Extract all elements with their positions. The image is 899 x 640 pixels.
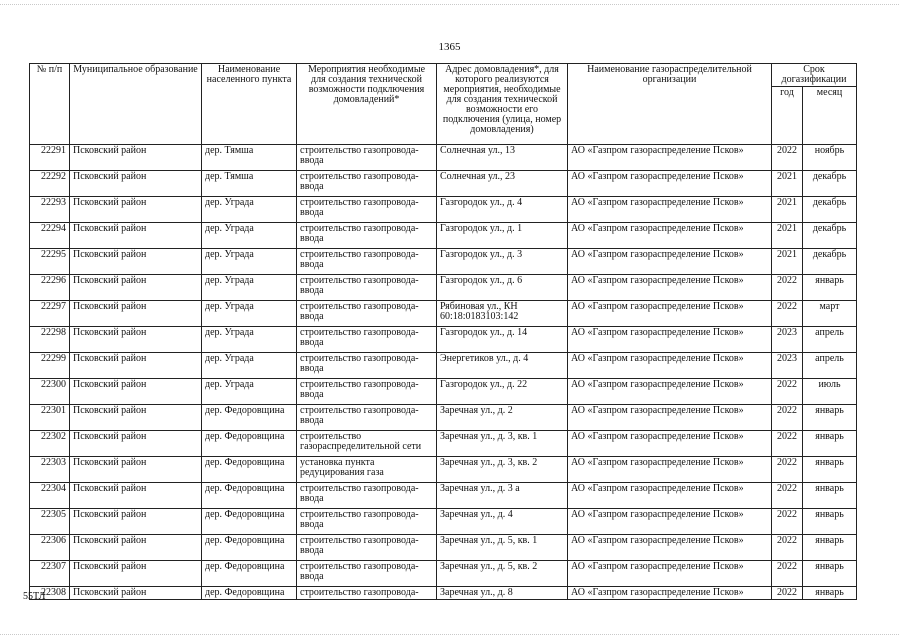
cell-municipality: Псковский район [70,145,202,171]
cell-locality: дер. Федоровщина [202,457,297,483]
table-row [30,171,857,197]
cell-organization: АО «Газпром газораспределение Псков» [568,275,772,301]
table-row [30,483,857,509]
header-measures: Мероприятия необходимые для создания технической возможности подключения домовладений* [297,64,437,145]
cell-num: 22298 [30,327,70,353]
cell-year: 2021 [772,171,803,197]
cell-measure: строительство газопровода- [297,587,437,600]
cell-municipality: Псковский район [70,535,202,561]
table-row [30,249,857,275]
cell-num: 22299 [30,353,70,379]
table-row [30,379,857,405]
cell-measure: строительство газопровода-ввода [297,353,437,379]
cell-num: 22293 [30,197,70,223]
cell-measure: строительство газопровода-ввода [297,197,437,223]
cell-address: Заречная ул., д. 5, кв. 1 [437,535,568,561]
cell-measure: строительство газопровода-ввода [297,275,437,301]
table-row [30,535,857,561]
cell-year: 2022 [772,535,803,561]
cell-measure: строительство газопровода-ввода [297,405,437,431]
cell-locality: дер. Федоровщина [202,561,297,587]
cell-num: 22295 [30,249,70,275]
cell-organization: АО «Газпром газораспределение Псков» [568,405,772,431]
header-locality: Наименование населенного пункта [202,64,297,145]
cell-month: январь [803,535,857,561]
cell-locality: дер. Федоровщина [202,431,297,457]
cell-municipality: Псковский район [70,379,202,405]
header-month: месяц [803,87,857,145]
cell-organization: АО «Газпром газораспределение Псков» [568,587,772,600]
cell-month: ноябрь [803,145,857,171]
cell-address: Газгородок ул., д. 1 [437,223,568,249]
cell-organization: АО «Газпром газораспределение Псков» [568,249,772,275]
cell-locality: дер. Уграда [202,353,297,379]
cell-num: 22303 [30,457,70,483]
table-body [30,145,857,600]
cell-address: Заречная ул., д. 4 [437,509,568,535]
gasification-table [29,63,857,600]
cell-year: 2022 [772,431,803,457]
cell-year: 2022 [772,483,803,509]
cell-address: Газгородок ул., д. 22 [437,379,568,405]
cell-address: Солнечная ул., 13 [437,145,568,171]
cell-municipality: Псковский район [70,327,202,353]
cell-municipality: Псковский район [70,275,202,301]
cell-month: январь [803,431,857,457]
table-row [30,353,857,379]
table-row [30,457,857,483]
cell-organization: АО «Газпром газораспределение Псков» [568,535,772,561]
cell-measure: строительство газопровода-ввода [297,561,437,587]
table-row [30,431,857,457]
cell-locality: дер. Уграда [202,249,297,275]
cell-locality: дер. Уграда [202,197,297,223]
cell-month: апрель [803,327,857,353]
cell-month: январь [803,509,857,535]
cell-measure: строительство газопровода-ввода [297,327,437,353]
cell-num: 22304 [30,483,70,509]
cell-num: 22297 [30,301,70,327]
header-address: Адрес домовладения*, для которого реализуются мероприятия, необходимые для создания технической возможности его подключения (улица, номер домовладения) [437,64,568,145]
cell-municipality: Псковский район [70,587,202,600]
cell-month: декабрь [803,249,857,275]
cell-address: Заречная ул., д. 2 [437,405,568,431]
table-row [30,145,857,171]
cell-municipality: Псковский район [70,483,202,509]
cell-num: 22308 [30,587,70,600]
cell-measure: строительство газопровода-ввода [297,249,437,275]
cell-organization: АО «Газпром газораспределение Псков» [568,353,772,379]
cell-measure: строительство газопровода-ввода [297,223,437,249]
cell-month: март [803,301,857,327]
cell-organization: АО «Газпром газораспределение Псков» [568,509,772,535]
cell-municipality: Псковский район [70,509,202,535]
cell-address: Заречная ул., д. 5, кв. 2 [437,561,568,587]
cell-organization: АО «Газпром газораспределение Псков» [568,145,772,171]
cell-num: 22296 [30,275,70,301]
cell-num: 22305 [30,509,70,535]
cell-month: январь [803,457,857,483]
cell-month: июль [803,379,857,405]
cell-municipality: Псковский район [70,353,202,379]
table-row [30,561,857,587]
cell-year: 2022 [772,145,803,171]
cell-num: 22294 [30,223,70,249]
cell-num: 22302 [30,431,70,457]
cell-organization: АО «Газпром газораспределение Псков» [568,327,772,353]
cell-municipality: Псковский район [70,249,202,275]
cell-municipality: Псковский район [70,223,202,249]
header-num: № п/п [30,64,70,145]
cell-year: 2021 [772,223,803,249]
cell-locality: дер. Уграда [202,223,297,249]
cell-address: Энергетиков ул., д. 4 [437,353,568,379]
cell-address: Рябиновая ул., КН 60:18:0183103:142 [437,301,568,327]
cell-month: январь [803,405,857,431]
cell-year: 2021 [772,197,803,223]
page-number: 1365 [438,41,461,53]
cell-num: 22301 [30,405,70,431]
cell-organization: АО «Газпром газораспределение Псков» [568,197,772,223]
cell-year: 2022 [772,509,803,535]
table-row [30,327,857,353]
cell-month: январь [803,561,857,587]
cell-year: 2021 [772,249,803,275]
cell-measure: строительство газопровода-ввода [297,301,437,327]
cell-measure: строительство газопровода-ввода [297,535,437,561]
cell-measure: строительство газопровода-ввода [297,509,437,535]
cell-month: январь [803,587,857,600]
cell-locality: дер. Федоровщина [202,509,297,535]
cell-month: январь [803,275,857,301]
footer-code: 55ТЛ [23,591,46,602]
cell-locality: дер. Уграда [202,327,297,353]
table-row [30,275,857,301]
cell-num: 22292 [30,171,70,197]
cell-year: 2022 [772,587,803,600]
cell-organization: АО «Газпром газораспределение Псков» [568,301,772,327]
cell-municipality: Псковский район [70,561,202,587]
cell-year: 2023 [772,353,803,379]
cell-municipality: Псковский район [70,171,202,197]
cell-address: Заречная ул., д. 3, кв. 2 [437,457,568,483]
cell-num: 22300 [30,379,70,405]
cell-month: декабрь [803,197,857,223]
cell-organization: АО «Газпром газораспределение Псков» [568,431,772,457]
cell-organization: АО «Газпром газораспределение Псков» [568,171,772,197]
cell-locality: дер. Федоровщина [202,405,297,431]
cell-locality: дер. Уграда [202,379,297,405]
cell-organization: АО «Газпром газораспределение Псков» [568,457,772,483]
cell-address: Солнечная ул., 23 [437,171,568,197]
cell-organization: АО «Газпром газораспределение Псков» [568,483,772,509]
table-row [30,301,857,327]
table-header-row [30,64,857,87]
cell-year: 2022 [772,561,803,587]
header-year: год [772,87,803,145]
cell-locality: дер. Уграда [202,275,297,301]
cell-locality: дер. Федоровщина [202,483,297,509]
cell-month: декабрь [803,223,857,249]
cell-measure: строительство газопровода-ввода [297,171,437,197]
header-organization: Наименование газораспределительной организации [568,64,772,145]
cell-measure: строительство газопровода-ввода [297,379,437,405]
cell-address: Газгородок ул., д. 14 [437,327,568,353]
cell-measure: строительство газопровода-ввода [297,483,437,509]
cell-municipality: Псковский район [70,431,202,457]
header-term: Срок догазификации [772,64,857,87]
cell-year: 2022 [772,301,803,327]
cell-municipality: Псковский район [70,301,202,327]
cell-organization: АО «Газпром газораспределение Псков» [568,561,772,587]
cell-locality: дер. Тямша [202,171,297,197]
cell-address: Заречная ул., д. 8 [437,587,568,600]
table-row [30,587,857,600]
table-row [30,405,857,431]
cell-municipality: Псковский район [70,457,202,483]
cell-month: апрель [803,353,857,379]
table-row [30,223,857,249]
cell-month: декабрь [803,171,857,197]
cell-year: 2022 [772,275,803,301]
scan-artifact-top [0,4,899,6]
cell-num: 22306 [30,535,70,561]
cell-organization: АО «Газпром газораспределение Псков» [568,223,772,249]
cell-year: 2023 [772,327,803,353]
cell-address: Заречная ул., д. 3, кв. 1 [437,431,568,457]
cell-locality: дер. Тямша [202,145,297,171]
cell-address: Газгородок ул., д. 3 [437,249,568,275]
cell-organization: АО «Газпром газораспределение Псков» [568,379,772,405]
cell-num: 22291 [30,145,70,171]
cell-address: Газгородок ул., д. 4 [437,197,568,223]
cell-locality: дер. Федоровщина [202,587,297,600]
cell-measure: строительство газопровода-ввода [297,145,437,171]
table-row [30,197,857,223]
cell-month: январь [803,483,857,509]
cell-measure: установка пункта редуцирования газа [297,457,437,483]
cell-num: 22307 [30,561,70,587]
cell-year: 2022 [772,405,803,431]
cell-year: 2022 [772,457,803,483]
table-row [30,509,857,535]
cell-locality: дер. Федоровщина [202,535,297,561]
header-municipality: Муниципальное образование [70,64,202,145]
cell-address: Заречная ул., д. 3 а [437,483,568,509]
cell-address: Газгородок ул., д. 6 [437,275,568,301]
scan-artifact-bottom [0,634,899,636]
cell-municipality: Псковский район [70,197,202,223]
cell-year: 2022 [772,379,803,405]
cell-municipality: Псковский район [70,405,202,431]
cell-locality: дер. Уграда [202,301,297,327]
cell-measure: строительство газораспределительной сети [297,431,437,457]
